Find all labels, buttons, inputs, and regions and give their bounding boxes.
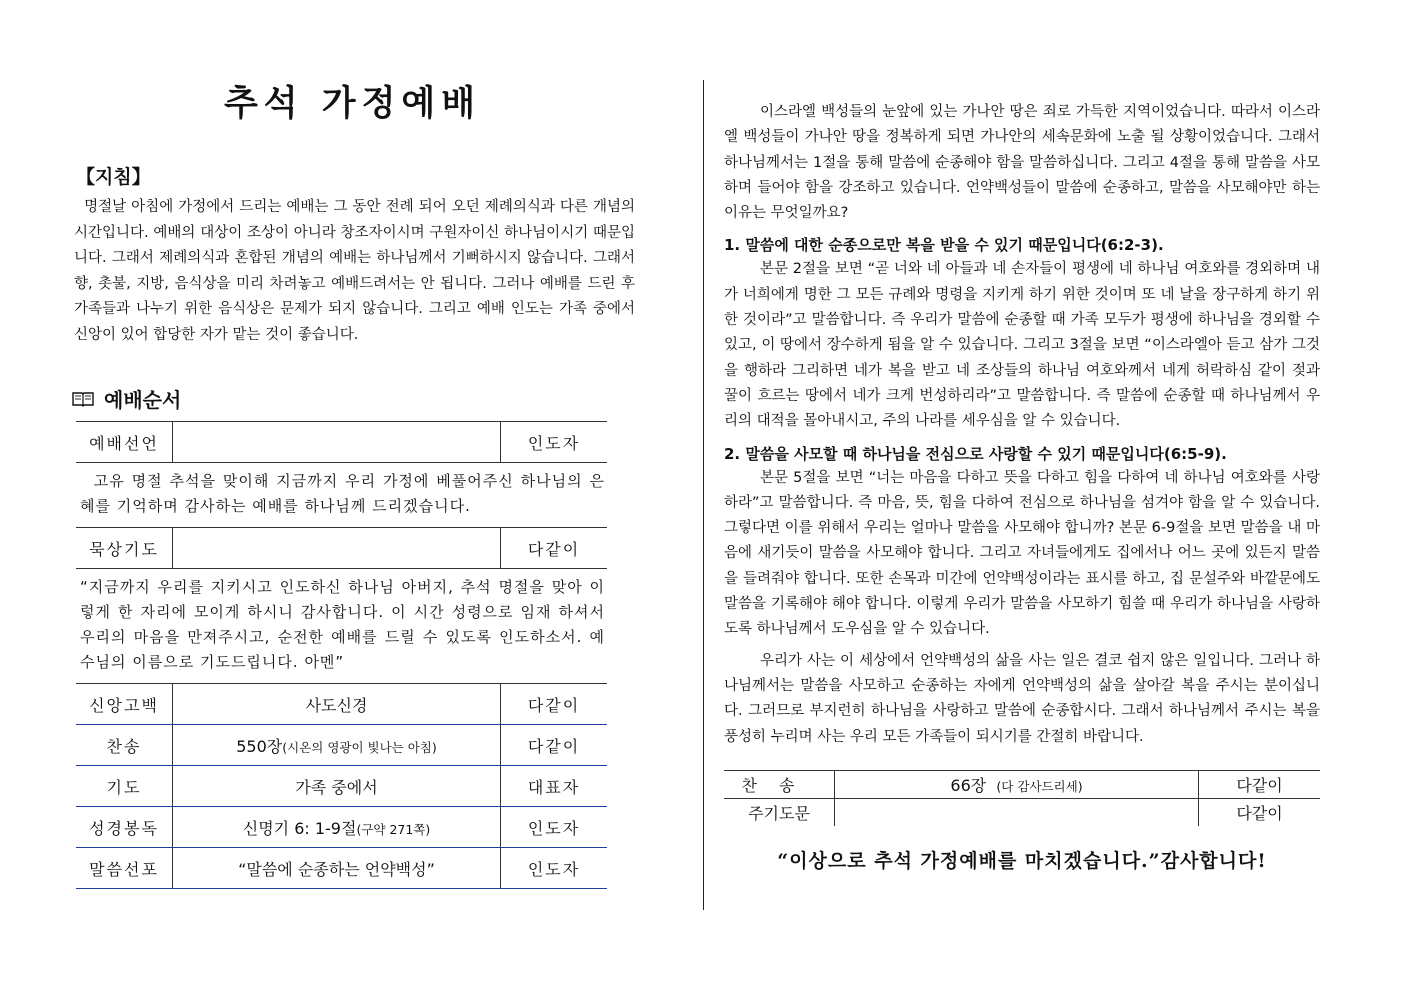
lords-prayer-main [835,798,1199,826]
order-row-who: 다같이 [501,725,608,766]
lords-prayer-name: 주기도문 [724,798,835,826]
open-book-icon [72,391,94,407]
order-row-main [173,684,501,725]
order-table [76,683,607,889]
call-main [173,422,501,463]
hymn-who: 다같이 [1199,770,1321,798]
order-row-main-text: 가족 중에서 [295,777,378,797]
silent-prayer-row [76,527,607,569]
order-heading-label: 예배순서 [104,388,182,412]
guide-text-body: 명절날 아침에 가정에서 드리는 예배는 그 동안 전례 되어 오던 제례의식과 다른 개념의 시간입니다. 예배의 대상이 조상이 아니라 창조자이시며 구원자이신 하나님이시기 때문입니다. 그래서 제례의식과 혼합된 개념의 예배는 하나님께서 기뻐하시지 않습니다. 그래서 향, 촛불, 지방, 음식상을 미리 차려놓고 예배드려서는 안 됩니다. 그러나 예배를 드린 후 가족들과 나누기 위한 음식상은 문제가 되지 않습니다. 그리고 예배 인도는 가족 중에서 신앙이 있어 합당한 자가 맡는 것이 좋습니다. [74,199,635,343]
order-row-main-text: 사도신경 [305,695,368,715]
order-row-who: 다같이 [501,684,608,725]
order-row-name: 성경봉독 [76,807,173,848]
order-row [76,848,607,889]
point1-text: 본문 2절을 보면 “곧 너와 네 아들과 네 손자들이 평생에 네 하나님 여호와를 경외하며 내가 너희에게 명한 그 모든 규례와 명령을 지키게 하기 위한 것이며 또 네 날을 장구하게 하기 위한 것이라”고 말씀합니다. 즉 우리가 말씀에 순종할 때 가족 모두가 평생에 하나님을 경외할 수 있고, 이 땅에서 장수하게 됨을 알 수 있습니다. 그리고 3절을 보면 “이스라엘아 듣고 삼가 그것을 행하라 그리하면 네가 복을 받고 네 조상들의 하나님 여호와께서 네게 허락하심 같이 젖과 꿀이 흐르는 땅에서 네가 크게 번성하리라”고 말씀합니다. 즉 말씀에 순종할 때 하나님께서 우리의 대적을 몰아내시고, 주의 나라를 세우심을 알 수 있습니다. [724,261,1320,430]
call-text [80,463,605,527]
left-column [70,70,635,889]
hymn-note: (다 감사드리세) [996,778,1083,794]
order-row-name: 말씀선포 [76,848,173,889]
right-column [724,100,1320,873]
order-row-main-text: “말씀에 순종하는 언약백성” [238,859,435,879]
order-row-main-text: 신명기 6: 1-9절 [242,818,357,838]
order-row-name: 기도 [76,766,173,807]
order-row-main [173,848,501,889]
order-row [76,725,607,766]
order-row [76,807,607,848]
hymn-main [835,770,1199,798]
hymn-main-text: 66장 [950,775,987,795]
point2-heading: 2. 말씀을 사모할 때 하나님을 전심으로 사랑할 수 있기 때문입니다(6:5-9). [724,444,1227,463]
column-divider [703,80,704,910]
call-to-worship-row [76,421,607,463]
lords-prayer-row [724,798,1320,826]
call-name: 예배선언 [76,422,173,463]
silent-name: 묵상기도 [76,528,173,569]
sermon-intro: 이스라엘 백성들의 눈앞에 있는 가나안 땅은 죄로 가득한 지역이었습니다. 따라서 이스라엘 백성들이 가나안 땅을 정복하게 되면 가나안의 세속문화에 노출 될 상황이었습니다. 그래서 하나님께서는 1절을 통해 말씀에 순종해야 함을 말씀하십니다. 그리고 4절을 통해 말씀을 사모하며 들어야 함을 강조하고 있습니다. 언약백성들이 말씀에 순종하고, 말씀을 사모해야만 하는 이유는 무엇일까요? [724,104,1320,222]
point2-text: 본문 5절을 보면 “너는 마음을 다하고 뜻을 다하고 힘을 다하여 네 하나님 여호와를 사랑하라”고 말씀합니다. 즉 마음, 뜻, 힘을 다하여 전심으로 하나님을 섬겨야 함을 알 수 있습니다. 그렇다면 이를 위해서 우리는 얼마나 말씀을 사모해야 합니까? 본문 6-9절을 보면 말씀을 내 마음에 새기듯이 말씀을 사모해야 합니다. 그리고 자녀들에게도 집에서나 어느 곳에 있든지 말씀을 들려줘야 합니다. 또한 손목과 미간에 언약백성이라는 표시를 하고, 집 문설주와 바깥문에도 말씀을 기록해야 해야 합니다. 이렇게 우리가 말씀을 사모하기 힘쓸 때 우리가 하나님을 사랑하도록 하나님께서 도우심을 알 수 있습니다. [724,469,1320,638]
closing-order-table [724,770,1320,826]
order-row-note: (구약 271쪽) [356,821,431,837]
closing-statement: “이상으로 추석 가정예배를 마치겠습니다.”감사합니다! [777,849,1267,872]
order-heading [72,384,635,413]
call-text-body: 고유 명절 추석을 맞이해 지금까지 우리 가정에 베풀어주신 하나님의 은혜를 기억하며 감사하는 예배를 하나님께 드리겠습니다. [80,472,605,515]
guide-text [74,195,635,348]
order-row-name: 신앙고백 [76,684,173,725]
order-row-who: 인도자 [501,848,608,889]
call-who: 인도자 [501,422,608,463]
order-row-main-text: 550장 [236,736,283,756]
lords-prayer-who: 다같이 [1236,803,1283,823]
page-title: 추석 가정예배 [223,83,482,124]
order-row [76,766,607,807]
hymn-row [724,770,1320,798]
silent-who: 다같이 [501,528,608,569]
order-row [76,684,607,725]
guide-heading: 【지침】 [76,166,151,188]
order-row-main [173,807,501,848]
point1-heading: 1. 말씀에 대한 순종으로만 복을 받을 수 있기 때문입니다(6:2-3). [724,236,1164,255]
order-row-main [173,725,501,766]
hymn-name: 찬송 [724,770,835,798]
order-row-who: 인도자 [501,807,608,848]
order-row-who: 대표자 [501,766,608,807]
silent-main [173,528,501,569]
order-row-note: (시온의 영광이 빛나는 아침) [282,739,437,755]
order-row-name: 찬송 [76,725,173,766]
silent-prayer-text: “지금까지 우리를 지키시고 인도하신 하나님 아버지, 추석 명절을 맞아 이렇게 한 자리에 모이게 하시니 감사합니다. 이 시간 성령으로 임재 하셔서 우리의 마음을 만져주시고, 순전한 예배를 드릴 수 있도록 인도하소서. 예수님의 이름으로 기도드립니다. 아멘” [80,578,605,671]
sermon-conclusion: 우리가 사는 이 세상에서 언약백성의 삶을 사는 일은 결코 쉽지 않은 일입니다. 그러나 하나님께서는 말씀을 사모하고 순종하는 자에게 언약백성의 삶을 살아갈 복을 주시는 분이십니다. 그러므로 부지런히 하나님을 사랑하고 말씀에 순종합시다. 그래서 하나님께서 주시는 복을 풍성히 누리며 사는 우리 모든 가족들이 되시기를 간절히 바랍니다. [724,652,1320,745]
order-row-main [173,766,501,807]
